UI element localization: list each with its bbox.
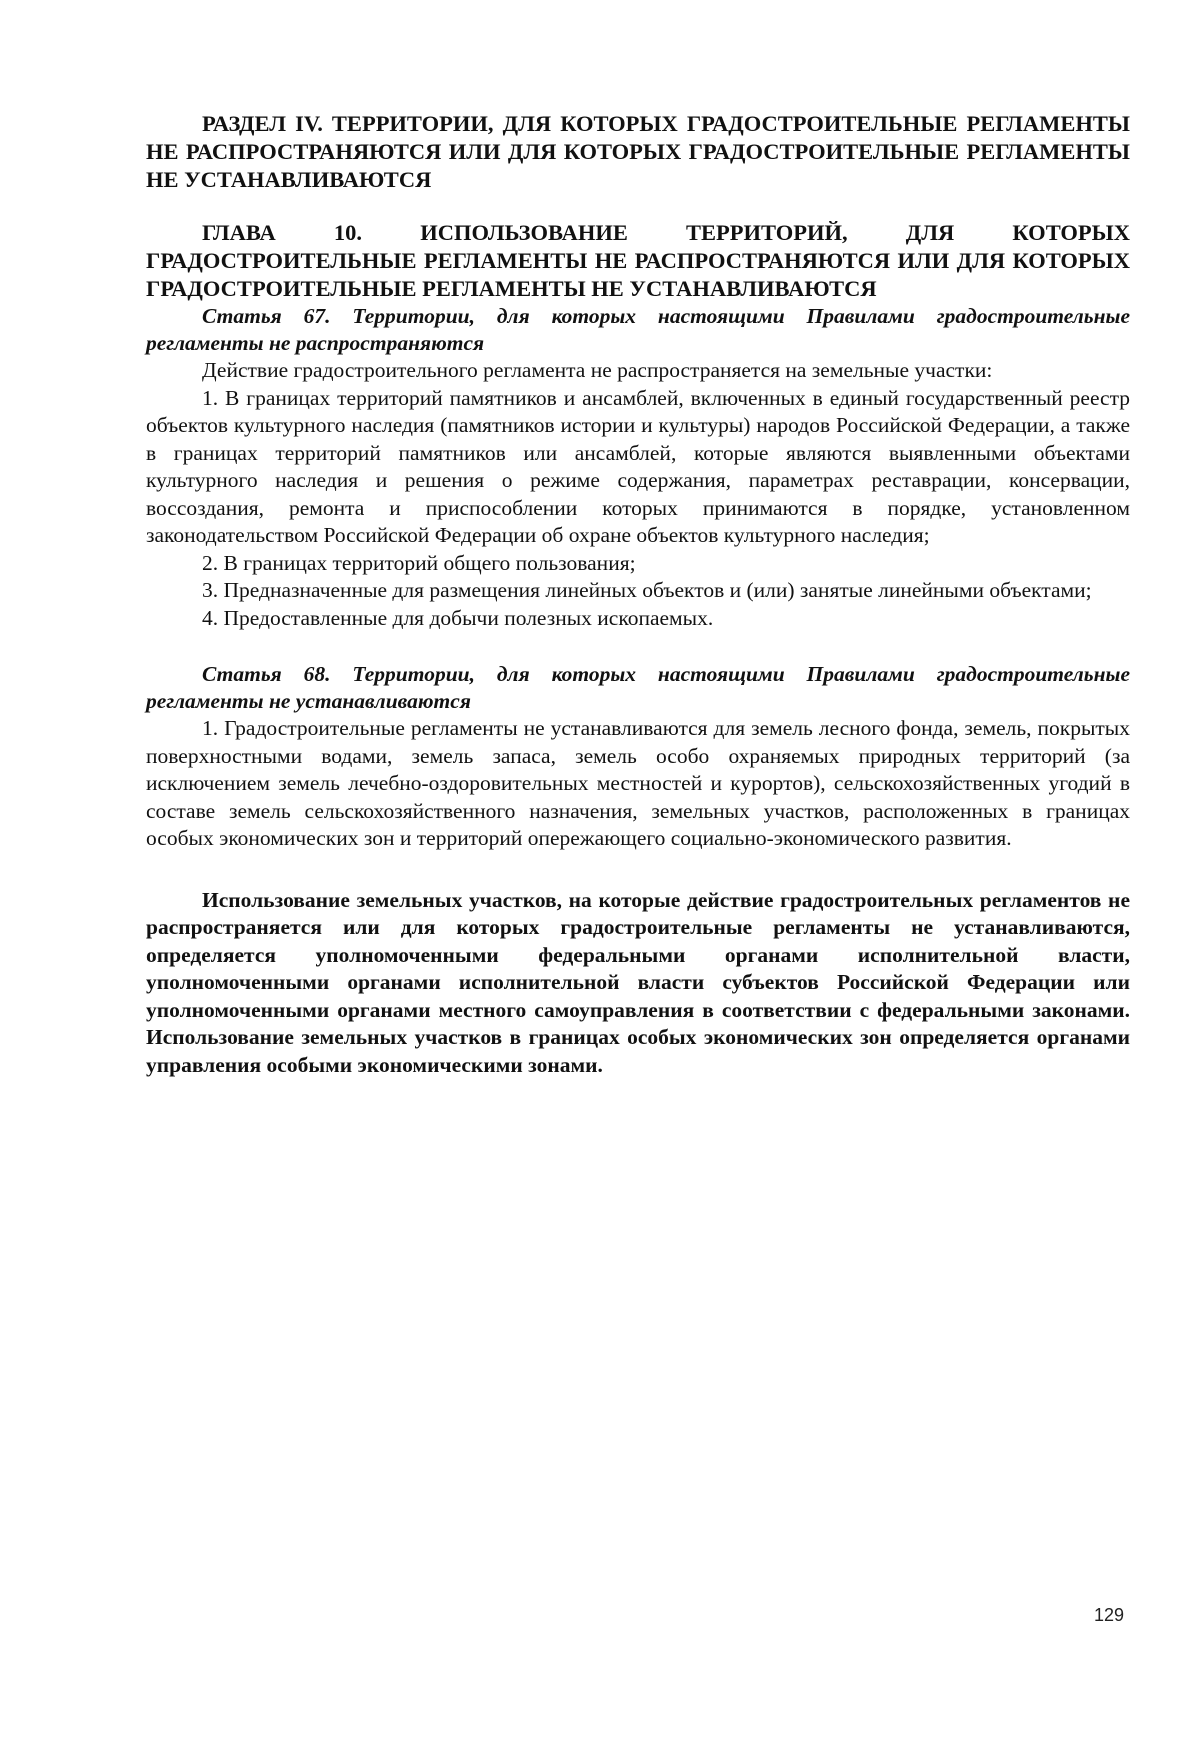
article-67-item-2: 2. В границах территорий общего пользования; xyxy=(202,550,636,575)
article-67-item-4: 4. Предоставленные для добычи полезных ископаемых. xyxy=(202,605,714,630)
article-67-item-1: 1. В границах территорий памятников и ансамблей, включенных в единый государственный реестр объектов культурного наследия (памятников истории и культуры) народов Российской Федерации, а также в границах территорий памятников или ансамблей, которые являются выявленными объектами культурного наследия и решения о режиме содержания, параметрах реставрации, консервации, воссоздания, ремонта и приспособлении которых принимаются в порядке, установленном законодательством Российской Федерации об охране объектов культурного наследия; xyxy=(146,385,1130,547)
article-67-item-3: 3. Предназначенные для размещения линейных объектов и (или) занятые линейными объектами; xyxy=(202,578,1092,602)
article-68-item-1: 1. Градостроительные регламенты не устанавливаются для земель лесного фонда, земель, покрытых поверхностными водами, земель запаса, земель особо охраняемых природных территорий (за исключением земель лечебно-оздоровительных местностей и курортов), сельскохозяйственных угодий в составе земель сельскохозяйственного назначения, земельных участков, расположенных в границах особых экономических зон и территорий опережающего социально-экономического развития. xyxy=(146,716,1130,850)
chapter-heading: ГЛАВА 10. ИСПОЛЬЗОВАНИЕ ТЕРРИТОРИЙ, ДЛЯ КОТОРЫХ ГРАДОСТРОИТЕЛЬНЫЕ РЕГЛАМЕНТЫ НЕ РАСПРОСТРАНЯЮТСЯ ИЛИ ДЛЯ КОТОРЫХ ГРАДОСТРОИТЕЛЬНЫЕ РЕГЛАМЕНТЫ НЕ УСТАНАВЛИВАЮТСЯ xyxy=(146,220,1130,301)
document-page xyxy=(146,110,1130,1079)
page-number: 129 xyxy=(1094,1605,1125,1625)
article-68-title: Статья 68. Территории, для которых настоящими Правилами градостроительные регламенты не устанавливаются xyxy=(146,662,1130,713)
article-67-title: Статья 67. Территории, для которых настоящими Правилами градостроительные регламенты не распространяются xyxy=(146,304,1130,355)
article-67-intro: Действие градостроительного регламента не распространяется на земельные участки: xyxy=(202,358,993,382)
section-heading: РАЗДЕЛ IV. ТЕРРИТОРИИ, ДЛЯ КОТОРЫХ ГРАДОСТРОИТЕЛЬНЫЕ РЕГЛАМЕНТЫ НЕ РАСПРОСТРАНЯЮТСЯ ИЛИ ДЛЯ КОТОРЫХ ГРАДОСТРОИТЕЛЬНЫЕ РЕГЛАМЕНТЫ НЕ УСТАНАВЛИВАЮТСЯ xyxy=(146,111,1130,192)
usage-paragraph: Использование земельных участков, на которые действие градостроительных регламентов не распространяется или для которых градостроительные регламенты не устанавливаются, определяется уполномоченными федеральными органами исполнительной власти, уполномоченными органами исполнительной власти субъектов Российской Федерации или уполномоченными органами местного самоуправления в соответствии с федеральными законами. Использование земельных участков в границах особых экономических зон определяется органами управления особыми экономическими зонами. xyxy=(146,887,1130,1077)
